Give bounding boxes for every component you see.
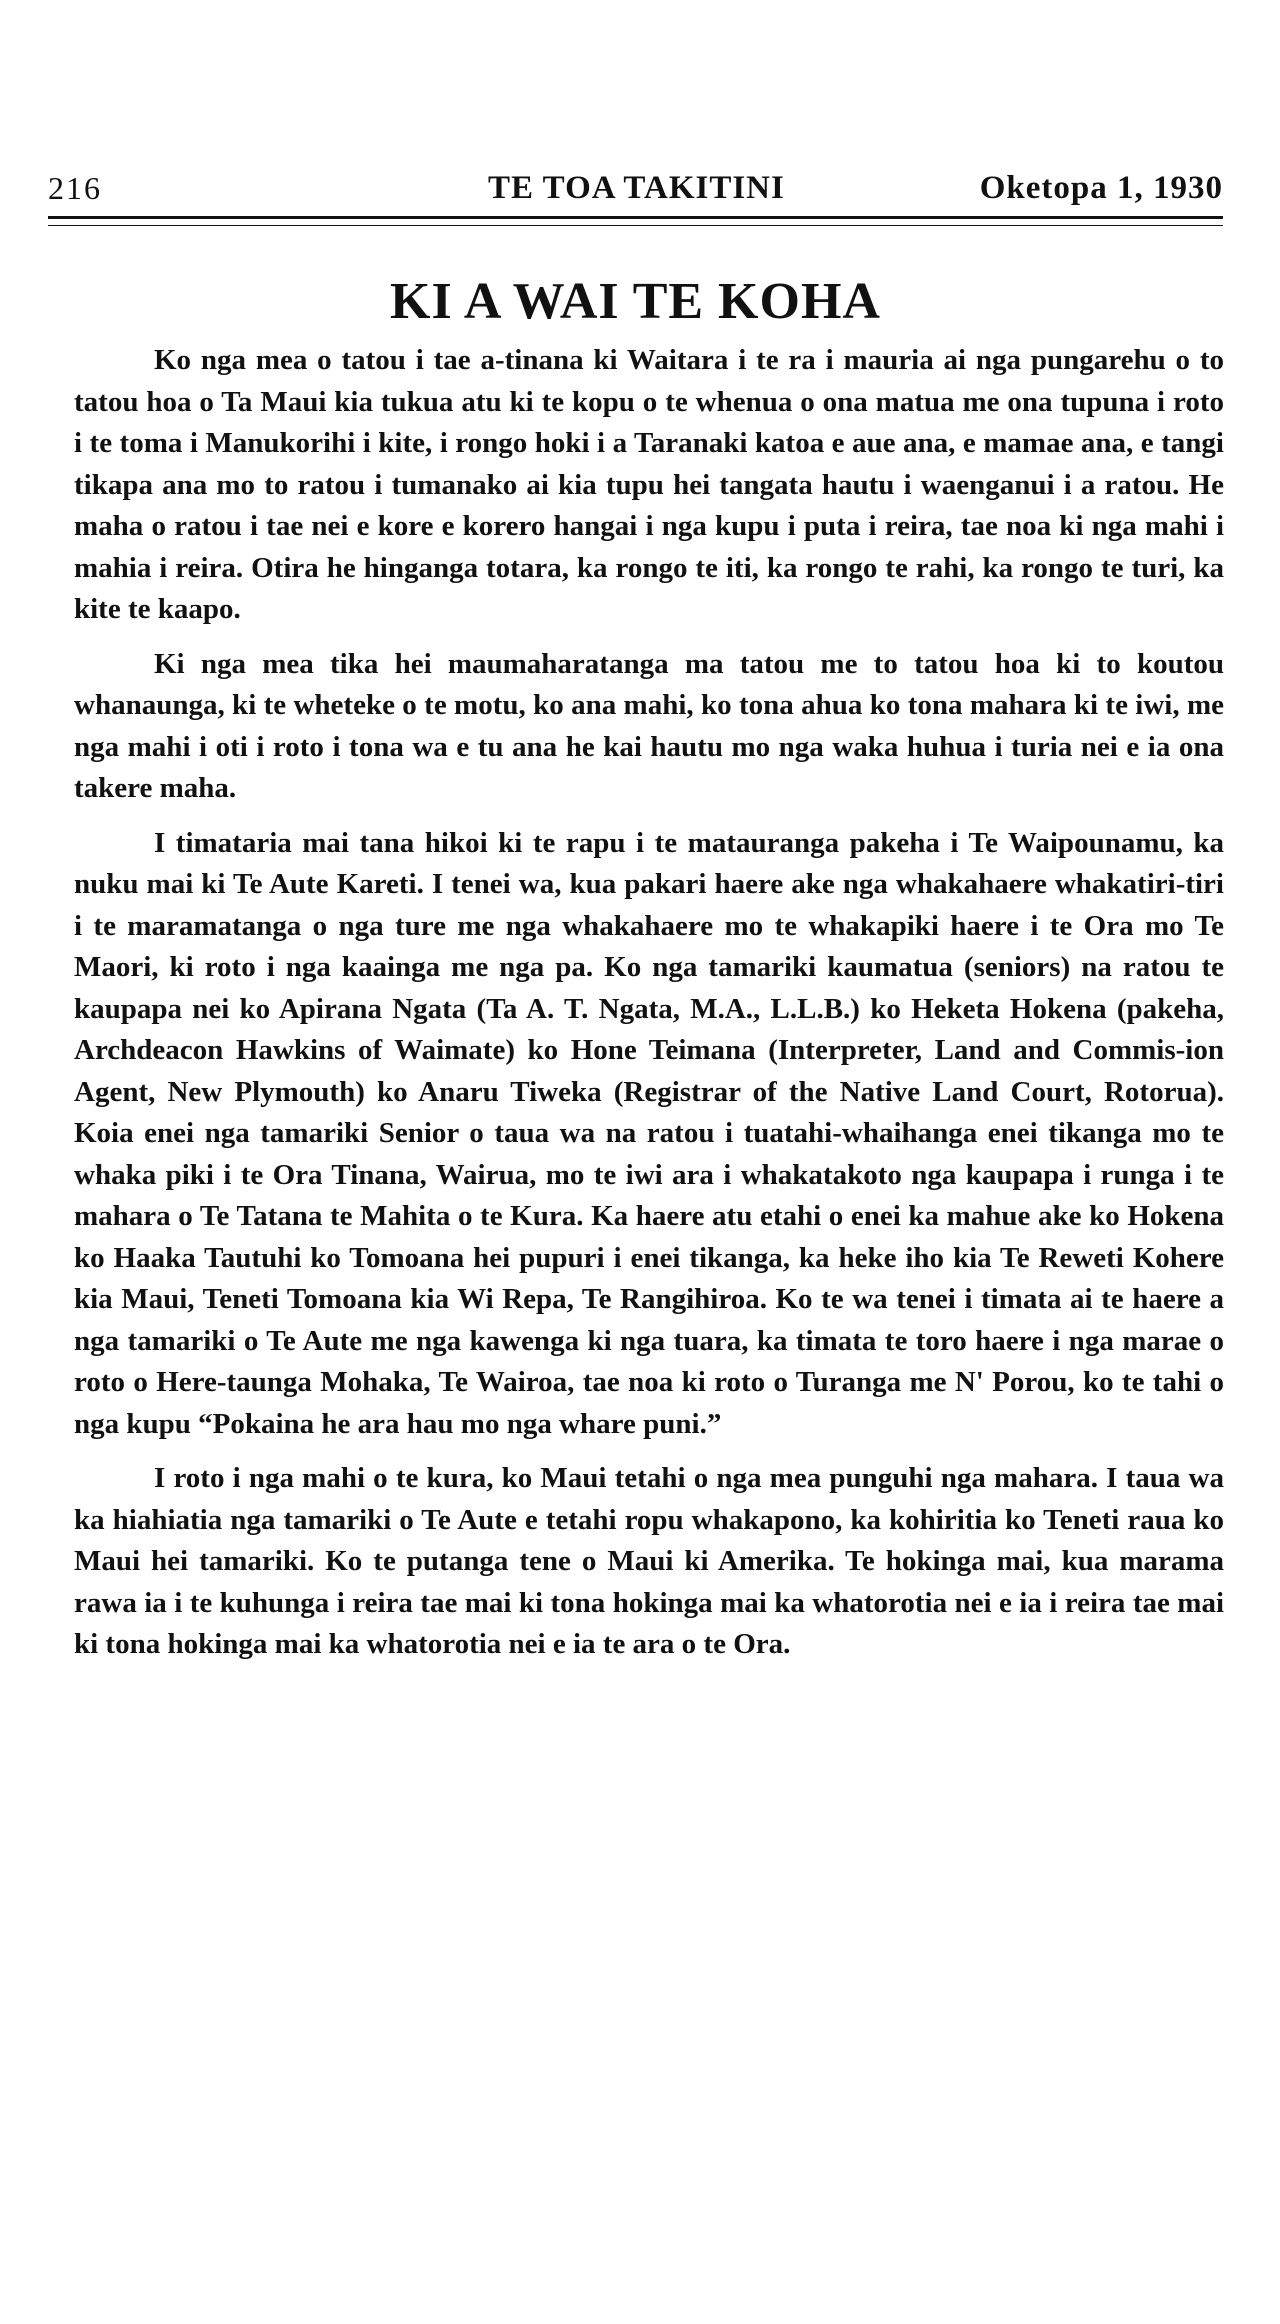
paragraph-4: I roto i nga mahi o te kura, ko Maui tetahi o nga mea punguhi nga mahara. I taua wa ka hiahiatia nga tamariki o Te Aute e tetahi ropu whakapono, ka kohiritia ko Teneti raua ko Maui hei tamariki. Ko te putanga tene o Maui ki Amerika. Te hokinga mai, kua marama rawa ia i te kuhunga i reira tae mai ki tona hokinga mai ka whatorotia nei e ia i reira tae mai ki tona hokinga mai ka whatorotia nei e ia te ara o te Ora. bbox=[74, 1462, 1224, 1660]
issue-date: Oketopa 1, 1930 bbox=[979, 170, 1223, 206]
paragraph-2: Ki nga mea tika hei maumaharatanga ma tatou me to tatou hoa ki to koutou whanaunga, ki te wheteke o te motu, ko ana mahi, ko tona ahua ko tona mahara ki te iwi, me nga mahi i oti i roto i tona wa e tu ana he kai hautu mo nga waka huhua i turia nei e ia ona takere maha. bbox=[74, 647, 1224, 804]
article-headline: KI A WAI TE KOHA bbox=[390, 273, 881, 330]
header-rule-thin bbox=[48, 225, 1223, 226]
paragraph-3: I timataria mai tana hikoi ki te rapu i te matauranga pakeha i Te Waipounamu, ka nuku mai ki Te Aute Kareti. I tenei wa, kua pakari haere ake nga whakahaere whakatiri-tiri i te maramatanga o nga ture me nga whakahaere mo te whakapiki haere i te Ora mo Te Maori, ki roto i nga kaainga me nga pa. Ko nga tamariki kaumatua (seniors) na ratou te kaupapa nei ko Apirana Ngata (Ta A. T. Ngata, M.A., L.L.B.) ko Heketa Hokena (pakeha, Archdeacon Hawkins of Waimate) ko Hone Teimana (Interpreter, Land and Commis-ion Agent, New Plymouth) ko Anaru Tiweka (Registrar of the Native Land Court, Rotorua). Koia enei nga tamariki Senior o taua wa na ratou i tuatahi-whaihanga enei tikanga mo te whaka piki i te Ora Tinana, Wairua, mo te iwi ara i whakatakoto nga kaupapa i runga i te mahara o Te Tatana te Mahita o te Kura. Ka haere atu etahi o enei ka mahue ake ko Hokena ko Haaka Tautuhi ko Tomoana hei pupuri i enei tikanga, ka heke iho kia Te Reweti Kohere kia Maui, Teneti Tomoana kia Wi Repa, Te Rangihiroa. Ko te wa tenei i timata ai te haere a nga tamariki o Te Aute me nga kawenga ki nga tuara, ka timata te toro haere i nga marae o roto o Here-taunga Mohaka, Te Wairoa, tae noa ki roto o Turanga me N' Porou, ko te tahi o nga kupu “Pokaina he ara hau mo nga whare puni.” bbox=[74, 826, 1224, 1440]
article-body bbox=[74, 340, 1224, 1666]
publication-title: TE TOA TAKITINI bbox=[488, 170, 785, 206]
paragraph-1: Ko nga mea o tatou i tae a-tinana ki Waitara i te ra i mauria ai nga pungarehu o to tatou hoa o Ta Maui kia tukua atu ki te kopu o te whenua o ona matua me ona tupuna i roto i te toma i Manukorihi i kite, i rongo hoki i a Taranaki katoa e aue ana, e mamae ana, e tangi tikapa ana mo to ratou i tumanako ai kia tupu hei tangata hautu i waenganui i a ratou. He maha o ratou i tae nei e kore e korero hangai i nga kupu i puta i reira, tae noa ki nga mahi i mahia i reira. Otira he hinganga totara, ka rongo te iti, ka rongo te rahi, ka rongo te turi, ka kite te kaapo. bbox=[74, 344, 1224, 625]
page-number: 216 bbox=[48, 170, 102, 206]
header-rule-thick bbox=[48, 216, 1223, 219]
running-header bbox=[48, 170, 1223, 210]
